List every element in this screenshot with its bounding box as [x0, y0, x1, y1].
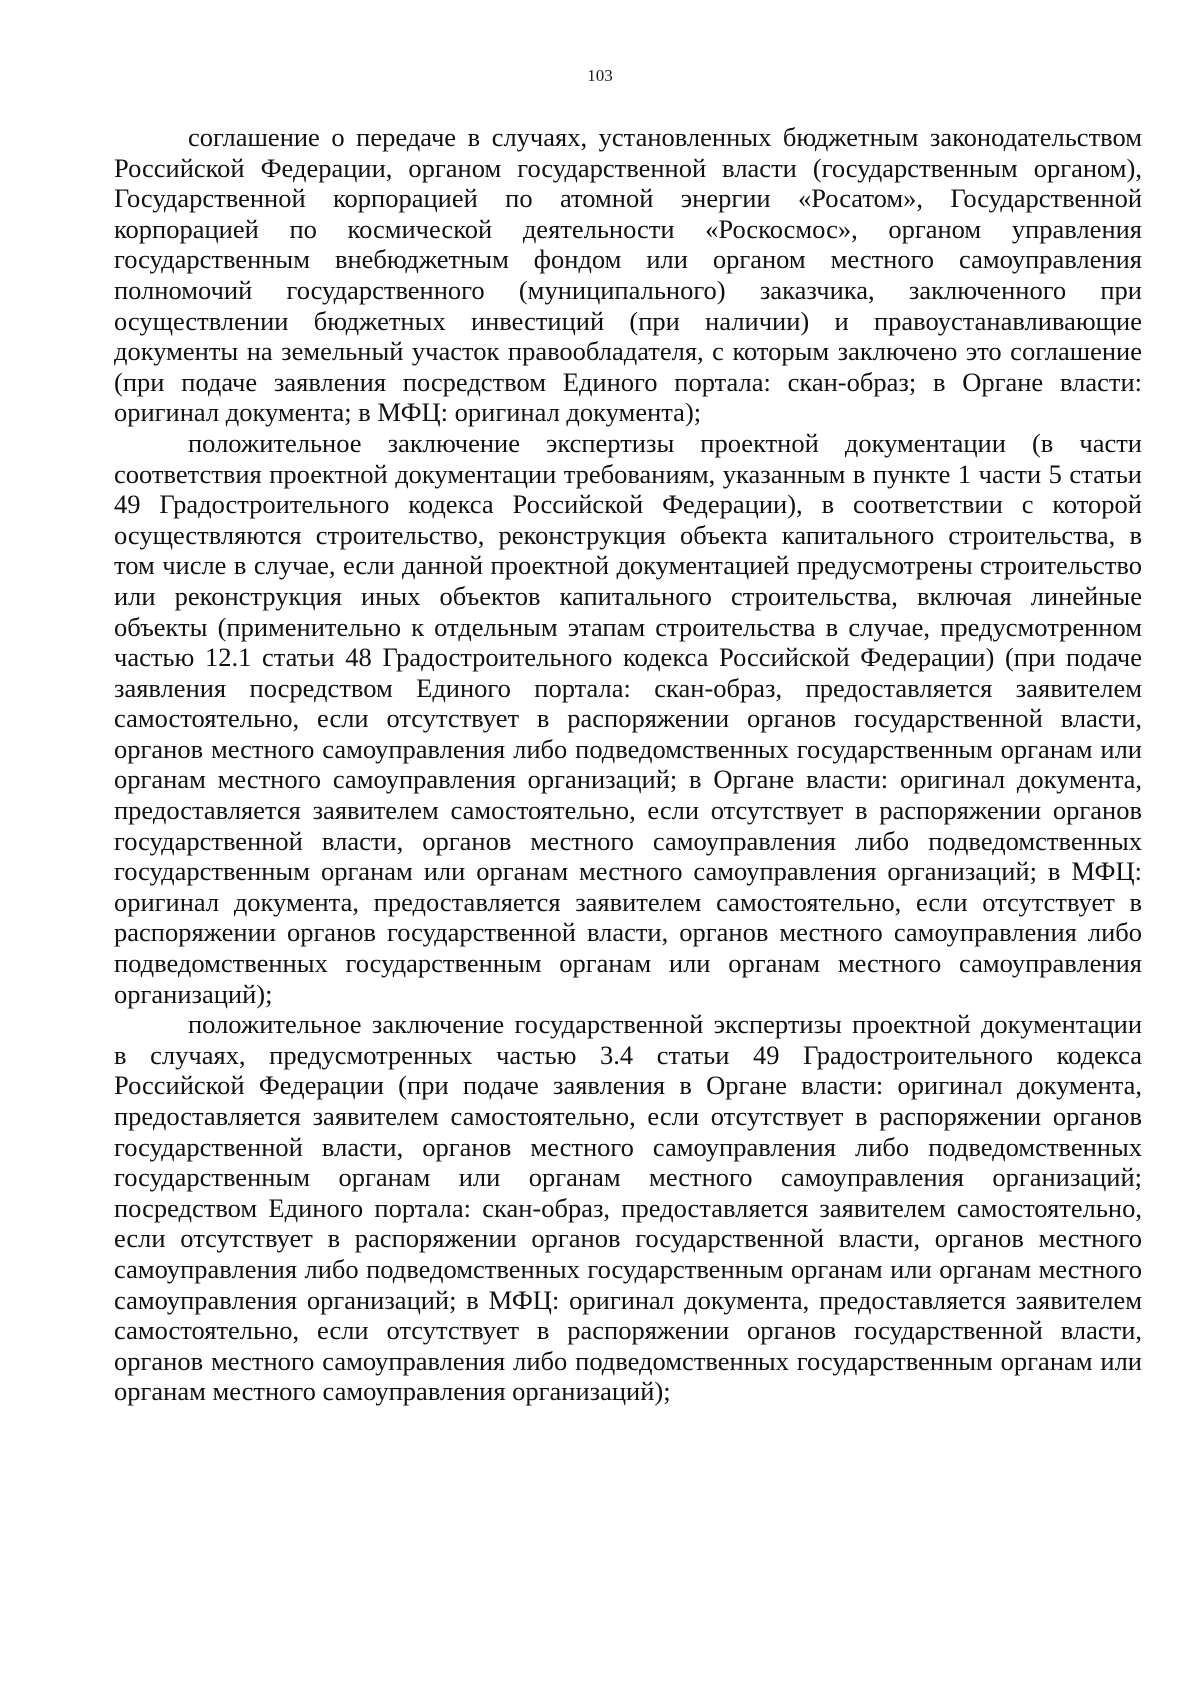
- paragraph-state-expertise-conclusion: положительное заключение государственной экспертизы проектной документации в случаях, предусмотренных частью 3.4 статьи 49 Градостроительного кодекса Российской Федерации (при подаче заявления в Органе власти: оригинал документа, предоставляется заявителем самостоятельно, если отсутствует в распоряжении органов государственной власти, органов местного самоуправления либо подведомственных государственным органам или органам местного самоуправления организаций; посредством Единого портала: скан-образ, предоставляется заявителем самостоятельно, если отсутствует в распоряжении органов государственной власти, органов местного самоуправления либо подведомственных государственным органам или органам местного самоуправления организаций; в МФЦ: оригинал документа, предоставляется заявителем самостоятельно, если отсутствует в распоряжении органов государственной власти, органов местного самоуправления либо подведомственных государственным органам или органам местного самоуправления организаций);: [114, 1009, 1142, 1407]
- paragraph-expertise-conclusion: положительное заключение экспертизы проектной документации (в части соответствия проектной документации требованиям, указанным в пункте 1 части 5 статьи 49 Градостроительного кодекса Российской Федерации), в соответствии с которой осуществляются строительство, реконструкция объекта капитального строительства, в том числе в случае, если данной проектной документацией предусмотрены строительство или реконструкция иных объектов капитального строительства, включая линейные объекты (применительно к отдельным этапам строительства в случае, предусмотренном частью 12.1 статьи 48 Градостроительного кодекса Российской Федерации) (при подаче заявления посредством Единого портала: скан-образ, предоставляется заявителем самостоятельно, если отсутствует в распоряжении органов государственной власти, органов местного самоуправления либо подведомственных государственным органам или органам местного самоуправления организаций; в Органе власти: оригинал документа, предоставляется заявителем самостоятельно, если отсутствует в распоряжении органов государственной власти, органов местного самоуправления либо подведомственных государственным органам или органам местного самоуправления организаций; в МФЦ: оригинал документа, предоставляется заявителем самостоятельно, если отсутствует в распоряжении органов государственной власти, органов местного самоуправления либо подведомственных государственным органам или органам местного самоуправления организаций);: [114, 427, 1142, 1009]
- document-body: [114, 122, 1142, 1407]
- paragraph-agreement: соглашение о передаче в случаях, установленных бюджетным законодательством Российской Федерации, органом государственной власти (государственным органом), Государственной корпорацией по атомной энергии «Росатом», Государственной корпорацией по космической деятельности «Роскосмос», органом управления государственным внебюджетным фондом или органом местного самоуправления полномочий государственного (муниципального) заказчика, заключенного при осуществлении бюджетных инвестиций (при наличии) и правоустанавливающие документы на земельный участок правообладателя, с которым заключено это соглашение (при подаче заявления посредством Единого портала: скан-образ; в Органе власти: оригинал документа; в МФЦ: оригинал документа);: [114, 122, 1142, 428]
- page-number: 103: [587, 66, 613, 85]
